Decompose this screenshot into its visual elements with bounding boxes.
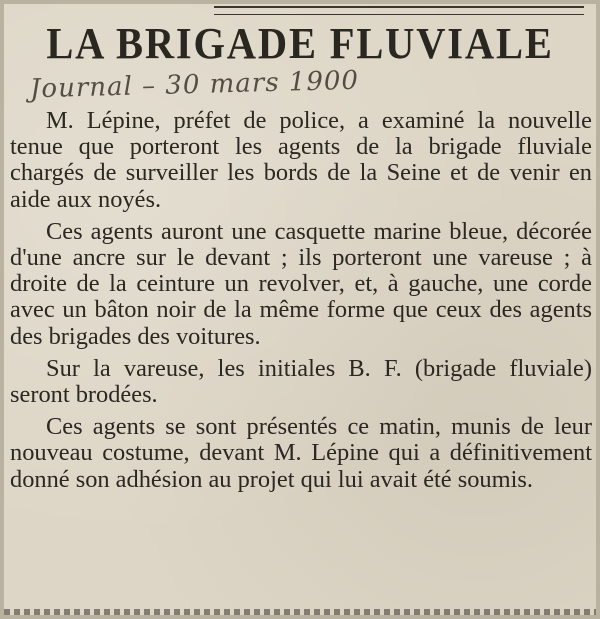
handwritten-annotation: Journal – 30 mars 1900 [29,65,360,105]
decorative-rule [214,6,584,15]
paragraph-3: Sur la vareuse, les initiales B. F. (brigade fluviale) seront brodées. [10,354,592,409]
article-title: LA BRIGADE FLUVIALE [46,19,554,68]
paragraph-2: Ces agents auront une casquette marine bleue, décorée d'une ancre sur le devant ; ils porteront une vareuse ; à droite de la ceinture un revolver, et, à gauche, une corde avec un bâton noir de la même forme que ceux des agents des brigades des voitures. [10,217,592,350]
paragraph-1: M. Lépine, préfet de police, a examiné la nouvelle tenue que porteront les agents de la brigade fluviale chargés de surveiller les bords de la Seine et de venir en aide aux noyés. [10,107,592,213]
article-body [10,108,592,499]
torn-bottom-edge [4,609,596,615]
paragraph-4: Ces agents se sont présentés ce matin, munis de leur nouveau costume, devant M. Lépine qui a définitivement donné son adhésion au projet qui lui avait été soumis. [10,413,592,493]
newspaper-clipping [4,4,596,615]
